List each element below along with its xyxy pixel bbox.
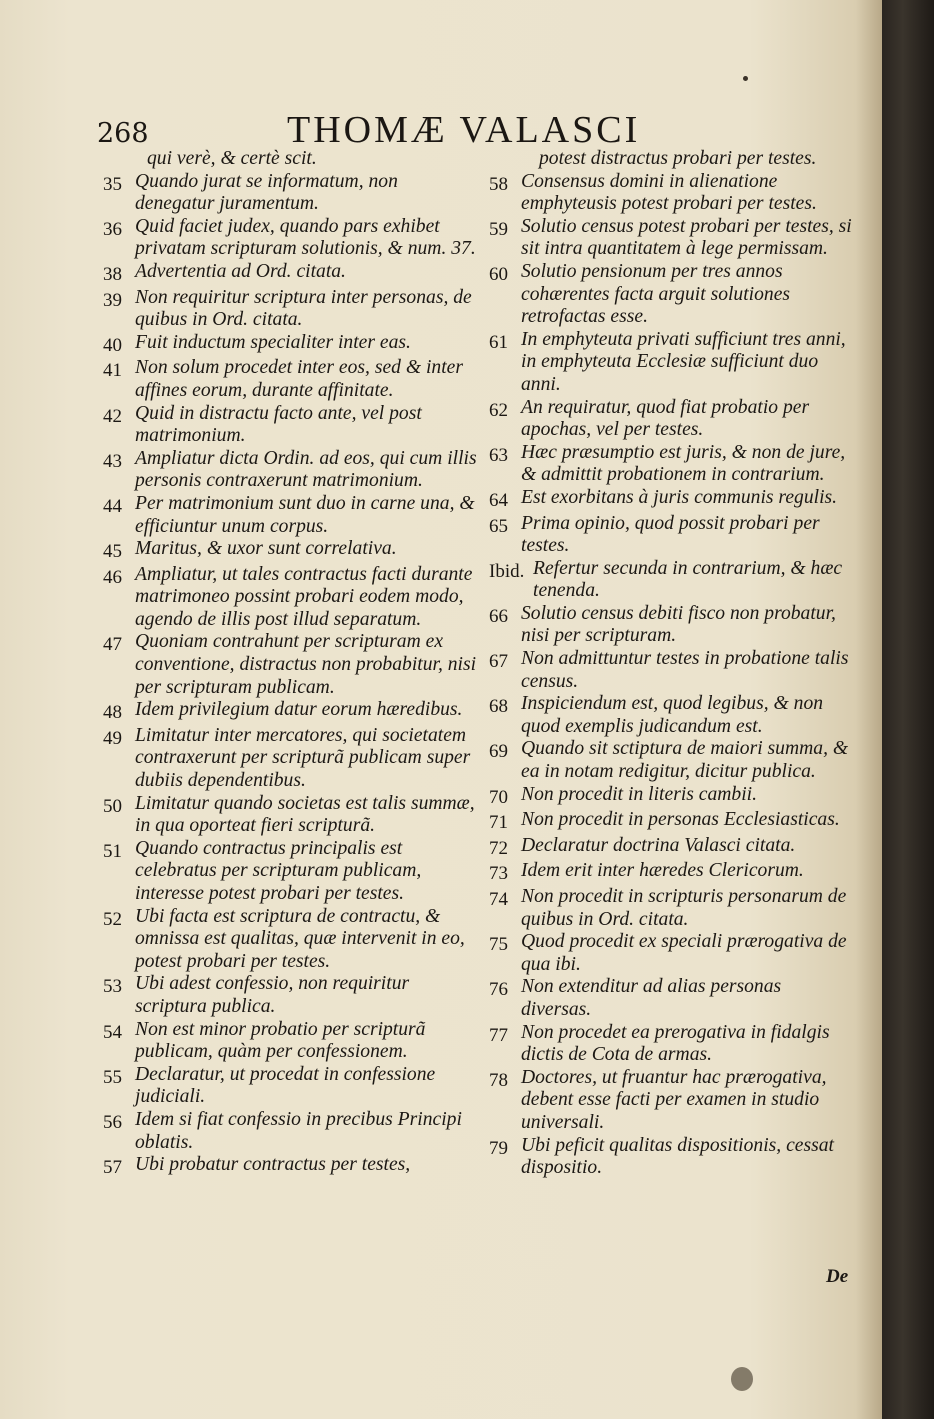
index-entry	[103, 564, 481, 632]
entry-number: 42	[103, 405, 122, 427]
entry-text: Ampliatur, ut tales contractus facti durante matrimoneo possint probari eodem modo, agendo de illis post illud separatum.	[135, 563, 473, 630]
index-entry	[103, 793, 481, 838]
ink-speck	[743, 76, 748, 81]
entry-number: 35	[103, 173, 122, 195]
entry-number: 49	[103, 727, 122, 749]
entry-number: 76	[489, 979, 508, 1001]
entry-number: 44	[103, 495, 122, 517]
index-entry	[103, 357, 481, 402]
entry-text: Quando sit sctiptura de maiori summa, & ea in notam redigitur, dicitur publica.	[521, 738, 849, 783]
index-entry	[489, 603, 853, 648]
binding-gutter	[882, 0, 934, 1419]
entry-number: 51	[103, 840, 122, 862]
entry-number: 67	[489, 651, 508, 673]
index-entry	[489, 513, 853, 558]
entry-number: 47	[103, 634, 122, 656]
index-entry	[489, 329, 853, 397]
entry-text: Ampliatur dicta Ordin. ad eos, qui cum illis personis contraxerunt matrimonium.	[135, 447, 477, 492]
index-entry	[103, 631, 481, 699]
entry-number: 40	[103, 334, 122, 356]
index-entry	[103, 403, 481, 448]
entry-text: Ubi peficit qualitas dispositionis, cessat dispositio.	[521, 1134, 834, 1179]
entry-number: 66	[489, 605, 508, 627]
entry-text: Idem si fiat confessio in precibus Principi oblatis.	[135, 1108, 462, 1153]
entry-number: 50	[103, 795, 122, 817]
entry-number: 71	[489, 812, 508, 834]
entry-number: 41	[103, 360, 122, 382]
index-entry	[489, 397, 853, 442]
index-entry	[489, 931, 853, 976]
index-entry	[103, 1019, 481, 1064]
entry-number: 38	[103, 263, 122, 285]
entry-number: 36	[103, 218, 122, 240]
entry-number: 61	[489, 331, 508, 353]
entry-number: 43	[103, 450, 122, 472]
entry-number: 79	[489, 1137, 508, 1159]
index-entry	[489, 558, 853, 603]
entry-text: potest distractus probari per testes.	[539, 148, 817, 169]
index-entry	[489, 487, 853, 513]
index-entry	[103, 216, 481, 261]
entry-number: 53	[103, 976, 122, 998]
index-entry	[103, 538, 481, 564]
entry-number: 57	[103, 1157, 122, 1179]
index-entry	[489, 148, 853, 171]
index-entry	[489, 1022, 853, 1067]
entry-number: 74	[489, 889, 508, 910]
entry-number: 59	[489, 218, 508, 240]
page-number: 268	[97, 118, 149, 149]
entry-text: Non admittuntur testes in probatione talis census.	[521, 648, 849, 692]
entry-text: Idem erit inter hæredes Clericorum.	[521, 860, 804, 882]
entry-text: Declaratur doctrina Valasci citata.	[521, 834, 796, 856]
entry-text: Hæc præsumptio est juris, & non de jure, & admittit probationem in contrarium.	[521, 441, 846, 486]
index-entry	[103, 148, 481, 171]
index-entry	[103, 1154, 481, 1180]
entry-text: Quid faciet judex, quando pars exhibet privatam scripturam solutionis, & num. 37.	[135, 215, 476, 260]
entry-number: 77	[489, 1024, 508, 1046]
left-column	[103, 148, 481, 1180]
entry-number: 45	[103, 541, 122, 563]
index-entry	[103, 699, 481, 725]
entry-text: Non procedit in literis cambii.	[521, 783, 758, 805]
entry-text: Non extenditur ad alias personas diversas.	[521, 976, 782, 1020]
entry-number: 68	[489, 696, 508, 718]
entry-text: Solutio census debiti fisco non probatur, nisi per scripturam.	[521, 602, 836, 647]
entry-text: Per matrimonium sunt duo in carne una, & efficiuntur unum corpus.	[135, 492, 475, 537]
index-entry	[489, 738, 853, 783]
entry-number: 58	[489, 173, 508, 195]
entry-number: 75	[489, 934, 508, 956]
entry-text: Ubi facta est scriptura de contractu, & omnissa est qualitas, quæ intervenit in eo, potest probari per testes.	[135, 905, 465, 972]
entry-number: 52	[103, 908, 122, 930]
entry-number: 69	[489, 741, 508, 763]
index-entry	[103, 287, 481, 332]
index-entry	[103, 261, 481, 287]
entry-number: 73	[489, 863, 508, 885]
entry-text: Doctores, ut fruantur hac prærogativa, debent esse facti per examen in studio universali.	[521, 1066, 827, 1133]
entry-text: Declaratur, ut procedat in confessione judiciali.	[135, 1063, 436, 1108]
entry-text: In emphyteuta privati sufficiunt tres anni, in emphyteuta Ecclesiæ sufficiunt duo anni.	[521, 328, 846, 395]
index-entry	[489, 860, 853, 886]
index-entry	[489, 216, 853, 261]
index-entry	[489, 648, 853, 693]
index-entry	[103, 973, 481, 1018]
entry-text: Quoniam contrahunt per scripturam ex conventione, distractus non probabitur, nisi per scripturam publicam.	[135, 631, 477, 698]
catchword: De	[826, 1266, 849, 1287]
index-entry	[489, 261, 853, 329]
index-entry	[489, 976, 853, 1021]
entry-text: Advertentia ad Ord. citata.	[135, 260, 346, 282]
entry-number: 64	[489, 489, 508, 511]
entry-number: 60	[489, 263, 508, 285]
entry-number: 62	[489, 399, 508, 421]
entry-text: Idem privilegium datur eorum hæredibus.	[135, 699, 463, 721]
entry-number: 56	[103, 1111, 122, 1133]
entry-number: 55	[103, 1066, 122, 1088]
entry-text: Est exorbitans à juris communis regulis.	[521, 486, 838, 508]
entry-text: Quid in distractu facto ante, vel post matrimonium.	[135, 402, 422, 447]
entry-number: 48	[103, 702, 122, 724]
entry-number: 72	[489, 837, 508, 859]
entry-text: Ubi adest confessio, non requiritur scriptura publica.	[135, 973, 410, 1017]
entry-text: Solutio census potest probari per testes, si sit intra quantitatem à lege permissam.	[521, 215, 852, 260]
entry-text: Non est minor probatio per scripturã publicam, quàm per confessionem.	[135, 1018, 426, 1063]
index-entry	[103, 1109, 481, 1154]
index-entry	[103, 493, 481, 538]
entry-number: 54	[103, 1021, 122, 1043]
right-column	[489, 148, 853, 1180]
index-entry	[103, 1064, 481, 1109]
index-entry	[489, 171, 853, 216]
index-entry	[103, 171, 481, 216]
index-entry	[489, 442, 853, 487]
entry-text: Consensus domini in alienatione emphyteusis potest probari per testes.	[521, 170, 817, 215]
index-entry	[103, 725, 481, 793]
entry-text: Maritus, & uxor sunt correlativa.	[135, 538, 397, 560]
entry-text: Limitatur inter mercatores, qui societatem contraxerunt per scripturã publicam super dubiis dependentibus.	[135, 724, 471, 792]
entry-text: Quando contractus principalis est celebratus per scripturam publicam, interesse potest probari per testes.	[135, 837, 422, 904]
entry-number: 70	[489, 786, 508, 808]
running-title: THOMÆ VALASCI	[287, 109, 641, 151]
entry-number: 46	[103, 566, 122, 588]
index-entry	[489, 693, 853, 738]
entry-text: Limitatur quando societas est talis summæ, in qua oporteat fieri scripturã.	[135, 792, 475, 837]
index-entry	[103, 838, 481, 906]
entry-text: Ubi probatur contractus per testes,	[135, 1154, 411, 1176]
entry-text: Inspiciendum est, quod legibus, & non quod exemplis judicandum est.	[521, 693, 824, 737]
entry-text: Fuit inductum specialiter inter eas.	[135, 331, 411, 353]
entry-text: Non procedit in personas Ecclesiasticas.	[521, 809, 840, 831]
index-entry	[489, 809, 853, 835]
entry-text: Prima opinio, quod possit probari per testes.	[521, 512, 820, 557]
page-stain	[731, 1367, 753, 1391]
entry-text: Quod procedit ex speciali prærogativa de qua ibi.	[521, 931, 847, 975]
entry-text: qui verè, & certè scit.	[147, 148, 317, 169]
index-entry	[489, 886, 853, 931]
entry-number: 39	[103, 289, 122, 311]
entry-text: Solutio pensionum per tres annos cohærentes facta arguit solutiones retrofactas esse.	[521, 260, 791, 328]
index-entry	[103, 332, 481, 358]
index-entry	[489, 1135, 853, 1180]
index-entry	[489, 835, 853, 861]
entry-number: Ibid.	[489, 560, 525, 582]
entry-number: 78	[489, 1069, 508, 1091]
entry-text: Non procedet ea prerogativa in fidalgis dictis de Cota de armas.	[521, 1021, 830, 1066]
entry-text: Refertur secunda in contrarium, & hæc tenenda.	[533, 557, 843, 602]
entry-text: Non requiritur scriptura inter personas, de quibus in Ord. citata.	[135, 286, 472, 331]
entry-text: Non solum procedet inter eos, sed & inter affines eorum, durante affinitate.	[135, 357, 463, 401]
entry-text: An requiratur, quod fiat probatio per apochas, vel per testes.	[521, 396, 810, 441]
entry-text: Quando jurat se informatum, non denegatur juramentum.	[135, 170, 398, 215]
index-entry	[489, 784, 853, 810]
index-entry	[489, 1067, 853, 1135]
entry-number: 65	[489, 515, 508, 537]
index-entry	[103, 448, 481, 493]
entry-number: 63	[489, 444, 508, 466]
entry-text: Non procedit in scripturis personarum de quibus in Ord. citata.	[521, 886, 847, 930]
index-entry	[103, 906, 481, 974]
